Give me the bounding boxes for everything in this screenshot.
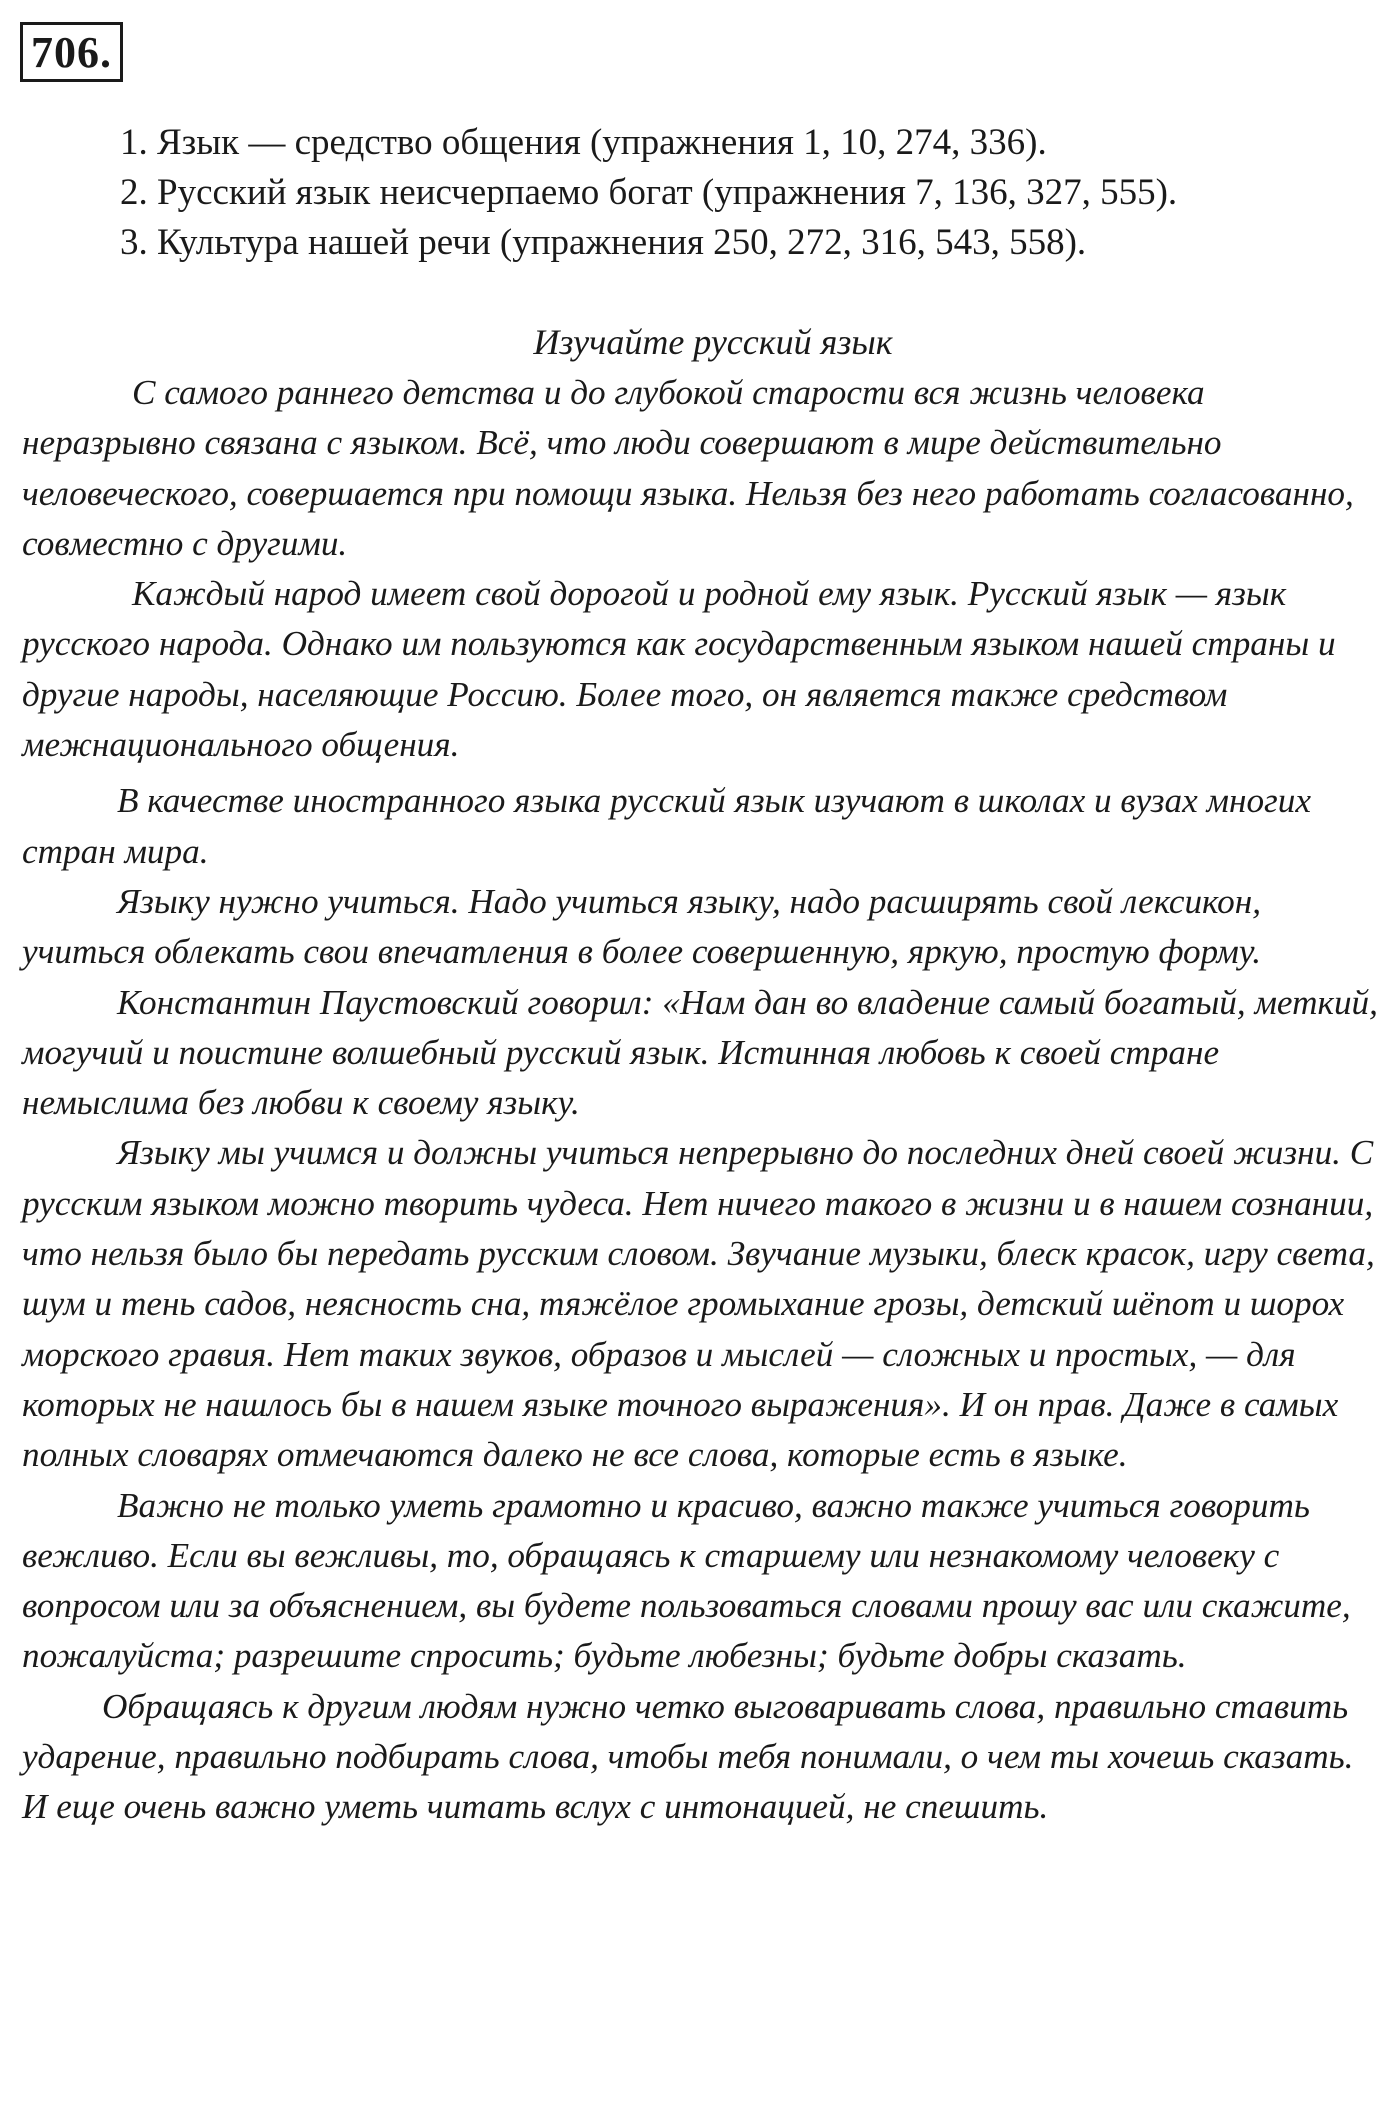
essay-paragraph: Константин Паустовский говорил: «Нам дан во владение самый богатый, меткий, могучий и поистине волшебный русский язык. Истинная любовь к своей стране немыслима без любви к своему языку.: [22, 982, 1378, 1123]
topic-item: 2. Русский язык неисчерпаемо богат (упражнения 7, 136, 327, 555).: [120, 172, 1178, 213]
essay-paragraph: Языку нужно учиться. Надо учиться языку, надо расширять свой лексикон, учиться облекать свои впечатления в более совершенную, яркую, простую форму.: [22, 881, 1262, 972]
essay-body: [22, 368, 1382, 1833]
essay-paragraph: Каждый народ имеет свой дорогой и родной ему язык. Русский язык — язык русского народа. Однако им пользуются как государственным языком нашей страны и другие народы, населяющие Россию. Более того, он является также средством межнационального общения.: [22, 574, 1336, 765]
essay-paragraph: Важно не только уметь грамотно и красиво, важно также учиться говорить вежливо. Если вы вежливы, то, обращаясь к старшему или незнакомому человеку с вопросом или за объяснением, вы будете пользоваться словами прошу вас или скажите, пожалуйста; разрешите спросить; будьте любезны; будьте добры сказать.: [22, 1485, 1351, 1676]
essay-paragraph: В качестве иностранного языка русский язык изучают в школах и вузах многих стран мира.: [22, 781, 1311, 871]
topic-list: [120, 118, 1177, 268]
essay-paragraph: Языку мы учимся и должны учиться непрерывно до последних дней своей жизни. С русским языком можно творить чудеса. Нет ничего такого в жизни и в нашем сознании, что нельзя было бы передать русским словом. Звучание музыки, блеск красок, игру света, шум и тень садов, неясность сна, тяжёлое громыхание грозы, детский шёпот и шорох морского гравия. Нет таких звуков, образов и мыслей — сложных и простых, — для которых не нашлось бы в нашем языке точного выражения». И он прав. Даже в самых полных словарях отмечаются далеко не все слова, которые есть в языке.: [22, 1133, 1375, 1475]
exercise-number: 706.: [20, 22, 123, 82]
topic-item: 3. Культура нашей речи (упражнения 250, 272, 316, 543, 558).: [120, 222, 1087, 263]
essay-title: Изучайте русский язык: [533, 322, 893, 362]
topic-item: 1. Язык — средство общения (упражнения 1, 10, 274, 336).: [120, 122, 1047, 163]
essay-paragraph: Обращаясь к другим людям нужно четко выговаривать слова, правильно ставить ударение, правильно подбирать слова, чтобы тебя понимали, о чем ты хочешь сказать. И еще очень важно уметь читать вслух с интонацией, не спешить.: [22, 1686, 1354, 1827]
essay-paragraph: С самого раннего детства и до глубокой старости вся жизнь человека неразрывно связана с языком. Всё, что люди совершают в мире действительно человеческого, совершается при помощи языка. Нельзя без него работать согласованно, совместно с другими.: [22, 373, 1354, 563]
